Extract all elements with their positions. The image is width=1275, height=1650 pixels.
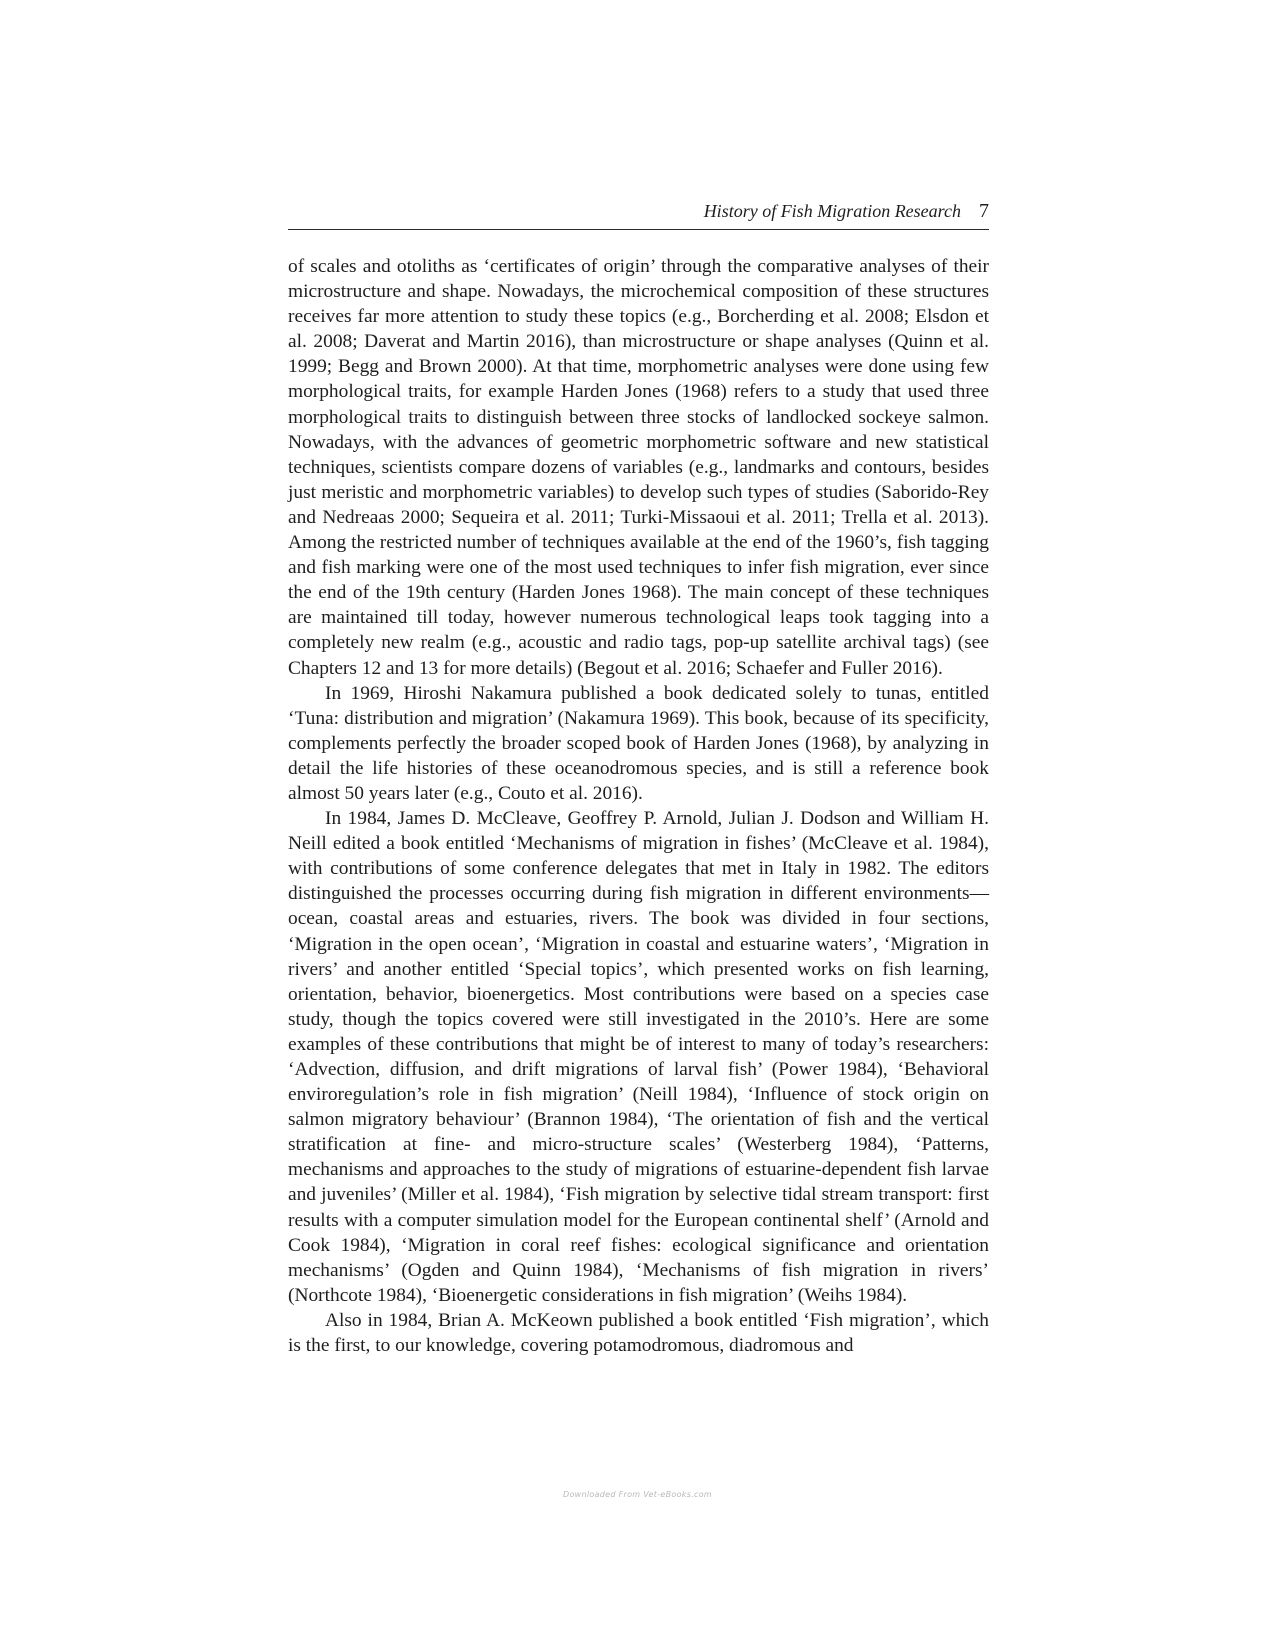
paragraph-nakamura: In 1969, Hiroshi Nakamura published a book dedicated solely to tunas, entitled ‘Tuna: distribution and migration’ (Nakamura 1969). This book, because of its specificity, complements perfectly the broader scoped book of Harden Jones (1968), by analyzing in detail the life histories of these oceanodromous species, and is still a reference book almost 50 years later (e.g., Couto et al. 2016).	[288, 682, 989, 804]
paragraph-continuation: of scales and otoliths as ‘certificates of origin’ through the comparative analyses of their microstructure and shape. Nowadays, the microchemical composition of these structures receives far more attention to study these topics (e.g., Borcherding et al. 2008; Elsdon et al. 2008; Daverat and Martin 2016), than microstructure or shape analyses (Quinn et al. 1999; Begg and Brown 2000). At that time, morphometric analyses were done using few morphological traits, for example Harden Jones (1968) refers to a study that used three morphological traits to distinguish between three stocks of landlocked sockeye salmon. Nowadays, with the advances of geometric morphometric software and new statistical techniques, scientists compare dozens of variables (e.g., landmarks and contours, besides just meristic and morphometric variables) to develop such types of studies (Saborido-Rey and Nedreaas 2000; Sequeira et al. 2011; Turki-Missaoui et al. 2011; Trella et al. 2013). Among the restricted number of techniques available at the end of the 1960’s, fish tagging and fish marking were one of the most used techniques to infer fish migration, ever since the end of the 19th century (Harden Jones 1968). The main concept of these techniques are maintained till today, however numerous technological leaps took tagging into a completely new realm (e.g., acoustic and radio tags, pop-up satellite archival tags) (see Chapters 12 and 13 for more details) (Begout et al. 2016; Schaefer and Fuller 2016).	[288, 256, 989, 679]
paragraph-mccleave: In 1984, James D. McCleave, Geoffrey P. Arnold, Julian J. Dodson and William H. Neill edited a book entitled ‘Mechanisms of migration in fishes’ (McCleave et al. 1984), with contributions of some conference delegates that met in Italy in 1982. The editors distinguished the processes occurring during fish migration in different environments—ocean, coastal areas and estuaries, rivers. The book was divided in four sections, ‘Migration in the open ocean’, ‘Migration in coastal and estuarine waters’, ‘Migration in rivers’ and another entitled ‘Special topics’, which presented works on fish learning, orientation, behavior, bioenergetics. Most contributions were based on a species case study, though the topics covered were still investigated in the 2010’s. Here are some examples of these contributions that might be of interest to many of today’s researchers: ‘Advection, diffusion, and drift migrations of larval fish’ (Power 1984), ‘Behavioral enviroregulation’s role in fish migration’ (Neill 1984), ‘Influence of stock origin on salmon migratory behaviour’ (Brannon 1984), ‘The orientation of fish and the vertical stratification at fine- and micro-structure scales’ (Westerberg 1984), ‘Patterns, mechanisms and approaches to the study of migrations of estuarine-dependent fish larvae and juveniles’ (Miller et al. 1984), ‘Fish migration by selective tidal stream transport: first results with a computer simulation model for the European continental shelf’ (Arnold and Cook 1984), ‘Migration in coral reef fishes: ecological significance and orientation mechanisms’ (Ogden and Quinn 1984), ‘Mechanisms of fish migration in rivers’ (Northcote 1984), ‘Bioenergetic considerations in fish migration’ (Weihs 1984).	[288, 808, 989, 1306]
watermark: Downloaded From Vet-eBooks.com	[562, 1490, 712, 1499]
page-number: 7	[979, 200, 989, 222]
running-title: History of Fish Migration Research	[703, 201, 961, 221]
running-head	[288, 199, 989, 230]
body-text	[288, 254, 989, 1358]
paragraph-mckeown: Also in 1984, Brian A. McKeown published a book entitled ‘Fish migration’, which is the first, to our knowledge, covering potamodromous, diadromous and	[288, 1309, 989, 1357]
